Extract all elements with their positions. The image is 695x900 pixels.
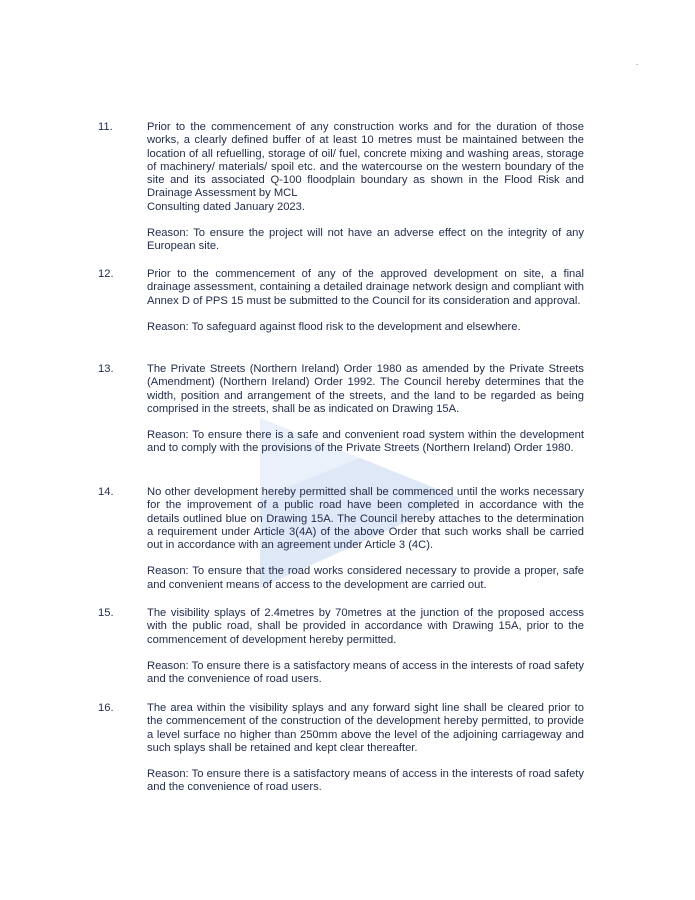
condition-number: 12.: [98, 268, 114, 280]
condition-number: 14.: [98, 486, 114, 498]
condition-number: 16.: [98, 702, 114, 714]
condition-reason: Reason: To ensure there is a safe and convenient road system within the development and to comply with the provisions of the Private Streets (Northern Ireland) Order 1980.: [147, 429, 584, 455]
condition-16: [98, 702, 584, 795]
condition-14: [98, 486, 584, 592]
condition-13: [98, 363, 584, 456]
condition-number: 11.: [98, 121, 113, 133]
corner-mark: .: [636, 58, 639, 67]
condition-text: The Private Streets (Northern Ireland) Order 1980 as amended by the Private Streets (Amendment) (Northern Ireland) Order 1992. The Council hereby determines that the width, position and arrangement of the streets, and the land to be regarded as being comprised in the streets, shall be as indicated on Drawing 15A.: [147, 363, 584, 415]
condition-text-main: Prior to the commencement of any construction works and for the duration of those works, a clearly defined buffer of at least 10 metres must be maintained between the location of all refuelling, storage of oil/ fuel, concrete mixing and washing areas, storage of machinery/ materials/ spoil etc. and the watercourse on the western boundary of the site and its associated Q-100 floodplain boundary as shown in the Flood Risk and Drainage Assessment by MCL: [147, 121, 584, 200]
condition-12: [98, 268, 584, 334]
condition-number: 15.: [98, 607, 114, 619]
condition-15: [98, 607, 584, 686]
condition-text: The visibility splays of 2.4metres by 70metres at the junction of the proposed access with the public road, shall be provided in accordance with Drawing 15A, prior to the commencement of development hereby permitted.: [147, 607, 584, 646]
condition-number: 13.: [98, 363, 114, 375]
condition-text: The area within the visibility splays and any forward sight line shall be cleared prior to the commencement of the construction of the development hereby permitted, to provide a level surface no higher than 250mm above the level of the adjoining carriageway and such splays shall be retained and kept clear thereafter.: [147, 702, 584, 754]
condition-text-continued: Consulting dated January 2023.: [147, 200, 305, 213]
condition-reason: Reason: To ensure there is a satisfactory means of access in the interests of road safety and the convenience of road users.: [147, 659, 584, 686]
condition-reason: Reason: To ensure there is a satisfactory means of access in the interests of road safety and the convenience of road users.: [147, 768, 584, 794]
condition-reason: Reason: To ensure that the road works considered necessary to provide a proper, safe and convenient means of access to the development are carried out.: [147, 565, 584, 591]
condition-text: No other development hereby permitted shall be commenced until the works necessary for the improvement of a public road have been completed in accordance with the details outlined blue on Drawing 15A. The Council hereby attaches to the determination a requirement under Article 3(4A) of the above Order that such works shall be carried out in accordance with an agreement under Article 3 (4C).: [147, 486, 584, 552]
condition-reason: Reason: To safeguard against flood risk to the development and elsewhere.: [147, 320, 521, 333]
condition-text: Prior to the commencement of any of the approved development on site, a final drainage assessment, containing a detailed drainage network design and compliant with Annex D of PPS 15 must be submitted to the Council for its consideration and approval.: [147, 268, 584, 307]
condition-11: [98, 121, 584, 254]
condition-reason: Reason: To ensure the project will not have an adverse effect on the integrity of any European site.: [147, 227, 584, 253]
condition-text: [147, 121, 584, 214]
